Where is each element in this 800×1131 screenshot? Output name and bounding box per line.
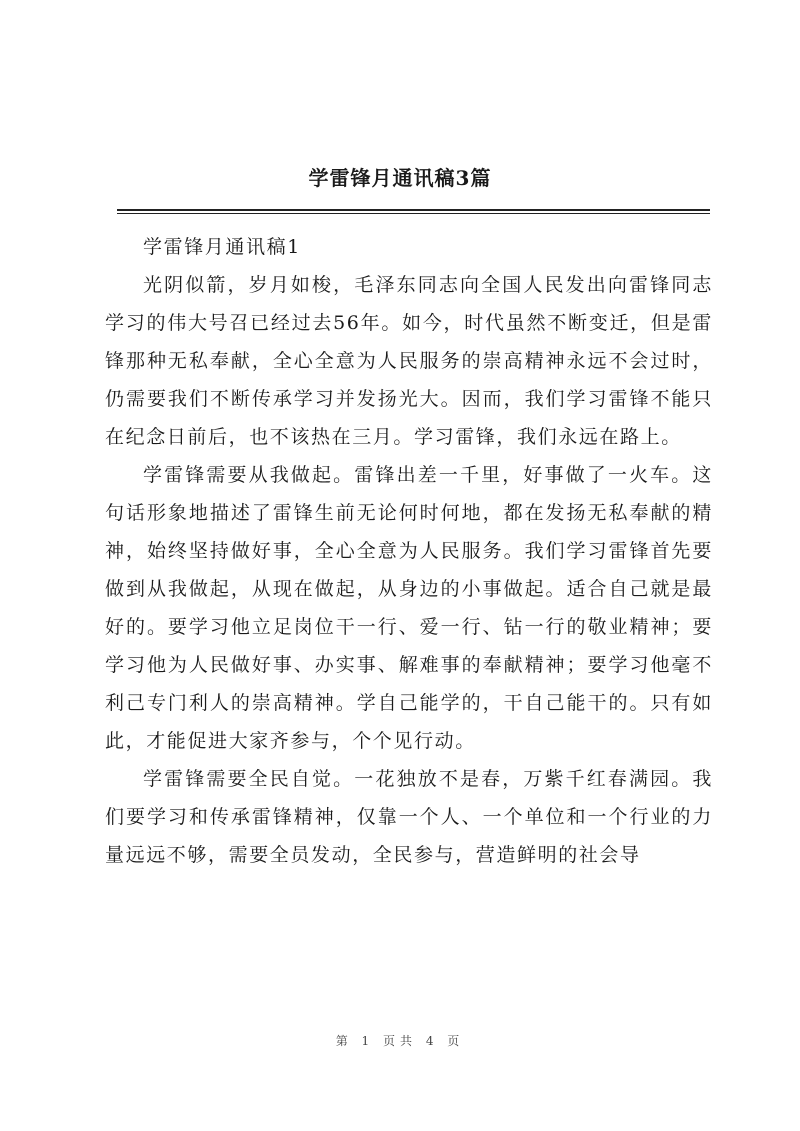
section-heading: 学雷锋月通讯稿1 [143, 236, 301, 258]
paragraph: 学雷锋需要全民自觉。一花独放不是春，万紫千红春满园。我们要学习和传承雷锋精神，仅靠一个人、一个单位和一个行业的力量远远不够，需要全员发动，全民参与，营造鲜明的社会导 [105, 768, 713, 866]
title-divider [117, 209, 710, 211]
page-number-footer: 第 1 页共 4 页 [335, 1034, 465, 1048]
paragraph: 学雷锋需要从我做起。雷锋出差一千里，好事做了一火车。这句话形象地描述了雷锋生前无论何时何地，都在发扬无私奉献的精神，始终坚持做好事，全心全意为人民服务。我们学习雷锋首先要做到从我做起，从现在做起，从身边的小事做起。适合自己就是最好的。要学习他立足岗位干一行、爱一行、钻一行的敬业精神；要学习他为人民做好事、办实事、解难事的奉献精神；要学习他毫不利己专门利人的崇高精神。学自己能学的，干自己能干的。只有如此，才能促进大家齐参与，个个见行动。 [105, 464, 713, 752]
page-title: 学雷锋月通讯稿3篇 [308, 166, 492, 190]
paragraph: 光阴似箭，岁月如梭，毛泽东同志向全国人民发出向雷锋同志学习的伟大号召已经过去56年。如今，时代虽然不断变迁，但是雷锋那种无私奉献，全心全意为人民服务的崇高精神永远不会过时，仍需要我们不断传承学习并发扬光大。因而，我们学习雷锋不能只在纪念日前后，也不该热在三月。学习雷锋，我们永远在路上。 [105, 274, 713, 448]
document-body [105, 228, 713, 874]
